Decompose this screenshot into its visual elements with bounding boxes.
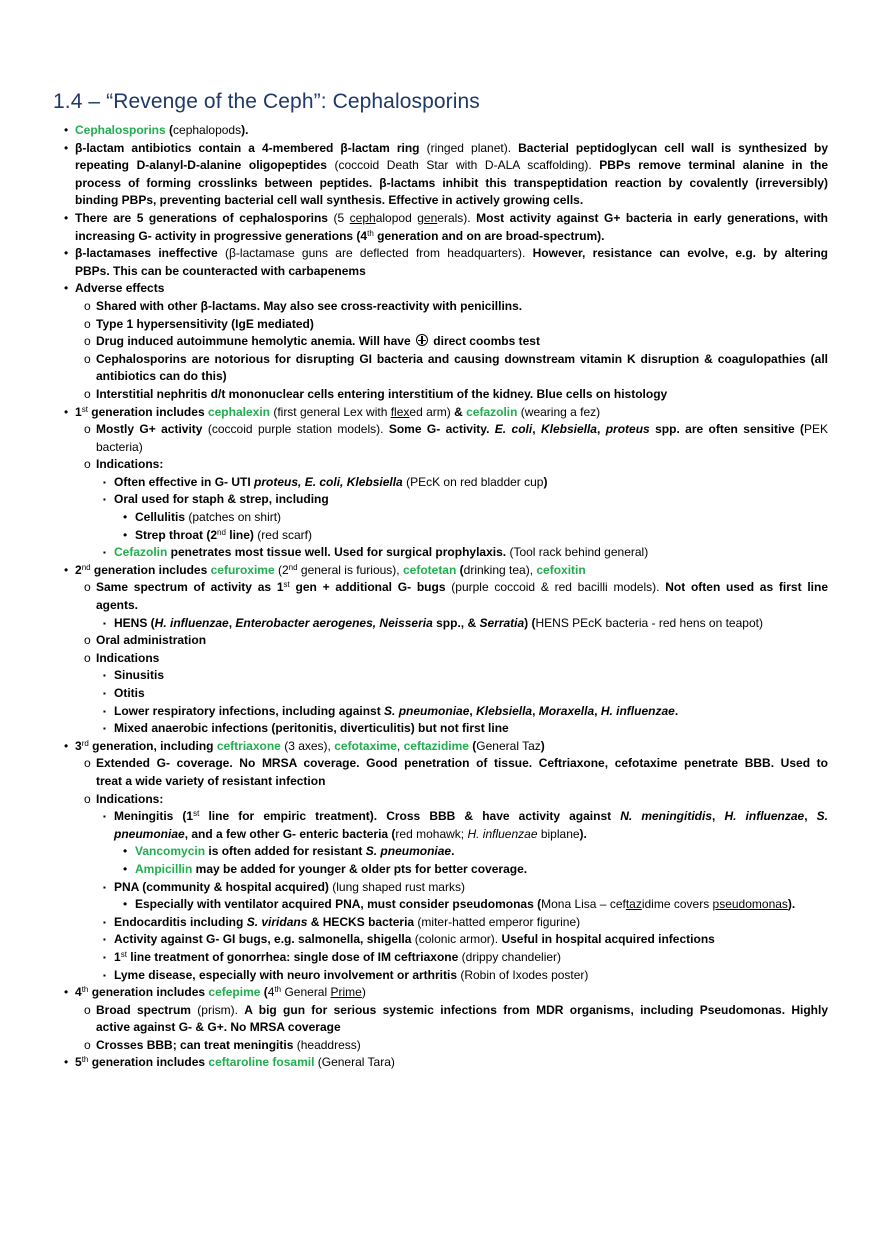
mnemonic-text: (miter-hatted emperor figurine) bbox=[414, 914, 581, 929]
body-text: Bacterial peptidoglycan cell wall is synthesized by bbox=[518, 140, 829, 155]
ordinal-suffix: th bbox=[81, 1055, 89, 1065]
body-text: Lower respiratory infections, including against bbox=[114, 703, 385, 718]
body-text: Activity against G- GI bugs, e.g. salmonella, shigella bbox=[114, 932, 412, 947]
body-text: Shared with other β-lactams. May also see cross-reactivity with penicillins. bbox=[96, 298, 523, 313]
outline-line bbox=[0, 931, 828, 949]
ordinal-suffix: st bbox=[81, 404, 88, 414]
bullet-marker: o bbox=[84, 756, 91, 771]
body-text: process of forming crosslinks between peptides. β-lactams inhibit this transpeptidation reaction by covalently (irreversibly) bbox=[75, 175, 828, 190]
body-text: generation, including bbox=[88, 738, 217, 753]
mnemonic-text: (3 axes), bbox=[280, 738, 335, 753]
organism-name: H. influenzae bbox=[154, 615, 229, 630]
outline-line bbox=[0, 650, 828, 668]
bullet-marker: o bbox=[84, 422, 91, 437]
organism-name: E. coli bbox=[494, 422, 533, 437]
organism-name: S. pneumoniae bbox=[384, 703, 470, 718]
underlined-text: taz bbox=[625, 897, 642, 912]
bullet-marker: o bbox=[84, 386, 91, 401]
outline-line bbox=[0, 1019, 828, 1037]
bullet-marker: • bbox=[123, 897, 128, 912]
body-text: HENS ( bbox=[114, 615, 155, 630]
bullet-marker: • bbox=[123, 510, 128, 525]
bullet-marker: ▪ bbox=[103, 477, 106, 487]
positive-sign-icon bbox=[416, 334, 428, 346]
bullet-marker: o bbox=[84, 457, 91, 472]
bullet-marker: • bbox=[64, 210, 69, 225]
drug-name: ceftaroline fosamil bbox=[208, 1055, 315, 1070]
drug-name: cephalexin bbox=[207, 404, 270, 419]
body-text: ) bbox=[540, 738, 545, 753]
body-text: generation includes bbox=[90, 562, 211, 577]
mnemonic-text: (wearing a fez) bbox=[517, 404, 601, 419]
outline-line bbox=[0, 914, 828, 932]
outline-line bbox=[0, 1002, 828, 1020]
outline-line bbox=[0, 861, 828, 879]
bullet-marker: • bbox=[64, 281, 69, 296]
mnemonic-text: cephalopods bbox=[173, 123, 242, 137]
body-text: ( bbox=[260, 985, 268, 1000]
bullet-marker: o bbox=[84, 351, 91, 366]
mnemonic-text: general is furious), bbox=[297, 562, 403, 577]
body-text: . bbox=[451, 844, 455, 859]
body-text: PBPs remove terminal alanine in the bbox=[599, 158, 829, 173]
body-text: Oral administration bbox=[96, 633, 207, 648]
body-text: Cellulitis bbox=[135, 510, 186, 525]
mnemonic-text: PEK bbox=[804, 422, 829, 437]
body-text: , bbox=[594, 703, 601, 718]
mnemonic-text: (2 bbox=[274, 562, 289, 577]
body-text: generation includes bbox=[87, 404, 208, 419]
body-text: Sinusitis bbox=[114, 668, 165, 683]
mnemonic-text: 4 bbox=[267, 985, 275, 1000]
body-text: is often added for resistant bbox=[205, 844, 366, 859]
bullet-marker: ▪ bbox=[103, 724, 106, 734]
body-text: However, resistance can evolve, e.g. by altering bbox=[532, 246, 828, 261]
body-text: Extended G- coverage. No MRSA coverage. Good penetration of tissue. Ceftriaxone, cefotaxime penetrate BBB. Used to bbox=[96, 756, 828, 771]
mnemonic-text: Mona Lisa – cef bbox=[541, 897, 626, 912]
body-text: There are 5 generations of cephalosporins bbox=[75, 210, 328, 225]
bullet-marker: ▪ bbox=[103, 970, 106, 980]
drug-name: cefuroxime bbox=[210, 562, 275, 577]
organism-name: Klebsiella bbox=[476, 703, 533, 718]
bullet-marker: ▪ bbox=[103, 706, 106, 716]
bullet-marker: ▪ bbox=[103, 812, 106, 822]
outline-line bbox=[0, 843, 828, 861]
bullet-marker: o bbox=[84, 650, 91, 665]
ordinal-suffix: th bbox=[367, 228, 374, 238]
organism-name: Moraxella bbox=[538, 703, 595, 718]
outline-line bbox=[0, 404, 828, 422]
outline-line bbox=[0, 122, 828, 140]
outline-line bbox=[0, 192, 828, 210]
outline-line bbox=[0, 896, 828, 914]
mnemonic-text: ) bbox=[361, 985, 366, 1000]
outline-line bbox=[0, 474, 828, 492]
mnemonic-text: (Tool rack behind general) bbox=[506, 545, 649, 560]
bullet-marker: • bbox=[123, 861, 128, 876]
bullet-marker: • bbox=[64, 246, 69, 261]
body-text: , bbox=[804, 809, 817, 824]
bullet-marker: • bbox=[64, 562, 69, 577]
underlined-text: ceph bbox=[349, 210, 376, 225]
body-text: , bbox=[532, 422, 541, 437]
bullet-marker: o bbox=[84, 580, 91, 595]
ordinal-suffix: rd bbox=[81, 738, 89, 748]
organism-name: H. influenzae bbox=[724, 809, 805, 824]
mnemonic-text: (headdress) bbox=[293, 1037, 361, 1052]
bullet-marker: • bbox=[123, 527, 128, 542]
ordinal-suffix: st bbox=[120, 949, 127, 959]
body-text: Some G- activity. bbox=[388, 422, 495, 437]
bullet-marker: ▪ bbox=[103, 495, 106, 505]
bullet-marker: • bbox=[64, 738, 69, 753]
organism-name: Enterobacter aerogenes, Neisseria bbox=[235, 615, 433, 630]
bullet-marker: o bbox=[84, 334, 91, 349]
outline-line bbox=[0, 280, 828, 298]
body-text: Adverse effects bbox=[75, 281, 165, 296]
mnemonic-text: biplane bbox=[537, 826, 580, 841]
outline-line bbox=[0, 967, 828, 985]
body-text: Otitis bbox=[114, 686, 145, 700]
outline-line bbox=[0, 667, 828, 685]
mnemonic-text: (β-lactamase guns are deflected from headquarters). bbox=[217, 246, 533, 261]
mnemonic-text: (drippy chandelier) bbox=[458, 949, 562, 964]
body-text: , bbox=[532, 703, 539, 718]
mnemonic-text: (first general Lex with bbox=[269, 404, 391, 419]
ordinal-suffix: nd bbox=[217, 527, 226, 537]
outline-line bbox=[0, 791, 828, 809]
body-text: spp., & bbox=[432, 615, 480, 630]
drug-name: Ampicillin bbox=[135, 861, 193, 876]
ordinal-suffix: nd bbox=[81, 562, 91, 572]
outline-line bbox=[0, 720, 828, 738]
bullet-marker: o bbox=[84, 316, 91, 331]
bullet-marker: • bbox=[64, 140, 69, 155]
body-text: PNA (community & hospital acquired) bbox=[114, 879, 329, 894]
outline-line bbox=[0, 456, 828, 474]
body-text: , bbox=[228, 615, 236, 630]
body-text: ). bbox=[241, 123, 249, 137]
body-text: Useful in hospital acquired infections bbox=[501, 932, 715, 947]
mnemonic-text: (red scarf) bbox=[253, 527, 312, 542]
body-text: gen + additional G- bugs bbox=[289, 580, 446, 595]
body-text: Most activity against G+ bacteria in early generations, with bbox=[476, 210, 828, 225]
bullet-marker: • bbox=[64, 985, 69, 1000]
outline-line bbox=[0, 773, 828, 791]
bullet-marker: • bbox=[123, 844, 128, 859]
body-text: β-lactam antibiotics contain a 4-membered β-lactam ring bbox=[75, 140, 420, 155]
body-text: Mixed anaerobic infections (peritonitis, diverticulitis) but not first line bbox=[114, 721, 509, 736]
mnemonic-text: (patches on shirt) bbox=[185, 510, 282, 525]
body-text: direct coombs test bbox=[429, 334, 540, 349]
body-text: Lyme disease, especially with neuro involvement or arthritis bbox=[114, 967, 458, 982]
body-text: 4 bbox=[75, 985, 82, 1000]
body-text: may be added for younger & older pts for better coverage. bbox=[192, 861, 528, 876]
outline-line bbox=[0, 755, 828, 773]
mnemonic-text: (Robin of Ixodes poster) bbox=[457, 967, 589, 982]
mnemonic-text: idime covers bbox=[641, 897, 713, 912]
outline-line bbox=[0, 826, 828, 844]
outline-line bbox=[0, 509, 828, 527]
outline-line bbox=[0, 879, 828, 897]
outline-line bbox=[0, 632, 828, 650]
mnemonic-text: (PEcK on red bladder cup bbox=[402, 474, 544, 489]
body-text: line treatment of gonorrhea: single dose of IM ceftriaxone bbox=[126, 949, 459, 964]
organism-name: S. viridans bbox=[246, 914, 308, 929]
organism-name: proteus bbox=[605, 422, 650, 437]
body-text: 1 bbox=[75, 404, 82, 419]
drug-name: cefotetan bbox=[402, 562, 457, 577]
mnemonic-text: (lung shaped rust marks) bbox=[328, 879, 465, 894]
bullet-marker: ▪ bbox=[103, 618, 106, 628]
underlined-text: flex bbox=[390, 404, 410, 419]
outline-line bbox=[0, 579, 828, 597]
outline-line bbox=[0, 685, 828, 703]
body-text: agents. bbox=[96, 598, 139, 613]
body-text: ( bbox=[456, 562, 464, 577]
mnemonic-text: (prism). bbox=[190, 1002, 245, 1017]
body-text: ) ( bbox=[524, 615, 536, 630]
mnemonic-text: (coccoid Death Star with D-ALA scaffolding). bbox=[326, 158, 600, 173]
mnemonic-text: (colonic armor). bbox=[411, 932, 502, 947]
drug-name: ceftriaxone bbox=[216, 738, 281, 753]
body-text: , and a few other G- enteric bacteria ( bbox=[184, 826, 396, 841]
organism-name: H. influenzae bbox=[600, 703, 675, 718]
body-text: PBPs. This can be counteracted with carbapenems bbox=[75, 263, 366, 278]
body-text: Same spectrum of activity as 1 bbox=[96, 580, 284, 595]
drug-name: cefoxitin bbox=[536, 562, 586, 577]
body-text: repeating D-alanyl-D-alanine oligopeptides bbox=[75, 158, 327, 173]
mnemonic-text: General Taz bbox=[476, 738, 541, 753]
body-text: ). bbox=[787, 897, 796, 912]
outline-line bbox=[0, 439, 828, 457]
body-text: , bbox=[712, 809, 725, 824]
body-text: line) bbox=[225, 527, 254, 542]
outline-line bbox=[0, 140, 828, 158]
body-text: Oral used for staph & strep, including bbox=[114, 492, 329, 507]
drug-name: Cefazolin bbox=[114, 545, 168, 560]
organism-name: N. meningitidis bbox=[620, 809, 712, 824]
mnemonic-text: (coccoid purple station models). bbox=[202, 422, 389, 437]
body-text: binding PBPs, preventing bacterial cell wall synthesis. Effective in actively growing cells. bbox=[75, 193, 584, 208]
body-text: Mostly G+ activity bbox=[96, 422, 203, 437]
outline-line bbox=[0, 245, 828, 263]
body-text: ) bbox=[543, 474, 548, 489]
bullet-marker: • bbox=[64, 123, 69, 137]
outline-list bbox=[0, 122, 880, 1072]
bullet-marker: ▪ bbox=[103, 935, 106, 945]
outline-line bbox=[0, 491, 828, 509]
outline-line bbox=[0, 1054, 828, 1072]
body-text: 5 bbox=[75, 1055, 82, 1070]
mnemonic-text: alopod bbox=[375, 210, 418, 225]
underlined-text: gen bbox=[417, 210, 438, 225]
body-text: active against G- & G+. No MRSA coverage bbox=[96, 1020, 341, 1035]
outline-line bbox=[0, 228, 828, 246]
ordinal-suffix: th bbox=[274, 985, 282, 995]
body-text: spp. are often sensitive ( bbox=[649, 422, 805, 437]
outline-line bbox=[0, 333, 828, 351]
drug-name: cefepime bbox=[208, 985, 261, 1000]
outline-line bbox=[0, 386, 828, 404]
underlined-text: Prime bbox=[330, 985, 362, 1000]
body-text: Not often used as first line bbox=[665, 580, 828, 595]
bullet-marker: o bbox=[84, 1002, 91, 1017]
drug-name: ceftazidime bbox=[403, 738, 469, 753]
page-title: 1.4 – “Revenge of the Ceph”: Cephalosporins bbox=[53, 90, 480, 113]
bullet-marker: • bbox=[64, 1055, 69, 1070]
body-text: generation includes bbox=[88, 985, 209, 1000]
outline-line bbox=[0, 368, 828, 386]
ordinal-suffix: st bbox=[283, 580, 290, 590]
mnemonic-text: red mohawk; bbox=[395, 826, 468, 841]
organism-name: pneumoniae bbox=[114, 826, 185, 841]
body-text: Indications: bbox=[96, 457, 164, 472]
bullet-marker: ▪ bbox=[103, 952, 106, 962]
bullet-marker: o bbox=[84, 633, 91, 648]
bullet-marker: ▪ bbox=[103, 548, 106, 558]
bullet-marker: o bbox=[84, 791, 91, 806]
mnemonic-text: General bbox=[281, 985, 331, 1000]
outline-line bbox=[0, 421, 828, 439]
body-text: & HECKS bacteria bbox=[307, 914, 415, 929]
ordinal-suffix: th bbox=[81, 985, 89, 995]
body-text: generation includes bbox=[88, 1055, 209, 1070]
body-text: Meningitis (1 bbox=[114, 809, 194, 824]
body-text: Broad spectrum bbox=[96, 1002, 191, 1017]
outline-line bbox=[0, 351, 828, 369]
ordinal-suffix: st bbox=[193, 809, 200, 819]
body-text: ( bbox=[468, 738, 477, 753]
organism-name: S. pneumoniae bbox=[365, 844, 452, 859]
outline-line bbox=[0, 703, 828, 721]
organism-name: H. influenzae bbox=[467, 826, 538, 841]
outline-line bbox=[0, 210, 828, 228]
outline-line bbox=[0, 263, 828, 281]
outline-line bbox=[0, 562, 828, 580]
mnemonic-text: (purple coccoid & red bacilli models). bbox=[445, 580, 666, 595]
body-text: Type 1 hypersensitivity (IgE mediated) bbox=[96, 316, 314, 331]
mnemonic-text: bacteria) bbox=[96, 439, 143, 454]
body-text: Drug induced autoimmune hemolytic anemia. Will have bbox=[96, 334, 414, 349]
body-text: , bbox=[596, 422, 606, 437]
body-text: 3 bbox=[75, 738, 82, 753]
outline-line bbox=[0, 949, 828, 967]
body-text: 2 bbox=[75, 562, 82, 577]
mnemonic-text: (General Tara) bbox=[314, 1055, 395, 1070]
bullet-marker: o bbox=[84, 298, 91, 313]
drug-name: cefazolin bbox=[466, 404, 518, 419]
bullet-marker: • bbox=[64, 404, 69, 419]
mnemonic-text: , bbox=[396, 738, 404, 753]
body-text: Endocarditis including bbox=[114, 914, 247, 929]
body-text: ( bbox=[165, 123, 174, 137]
body-text: Indications: bbox=[96, 791, 164, 806]
outline-line bbox=[0, 808, 828, 826]
drug-name: Vancomycin bbox=[135, 844, 206, 859]
outline-line bbox=[0, 597, 828, 615]
body-text: A big gun for serious systemic infections from MDR organisms, including Pseudomonas. Highly bbox=[244, 1002, 829, 1017]
body-text: increasing G- activity in progressive generations (4 bbox=[75, 228, 368, 243]
mnemonic-text: (5 bbox=[327, 210, 350, 225]
body-text: antibiotics can do this) bbox=[96, 369, 227, 384]
outline-line bbox=[0, 527, 828, 545]
body-text: line for empiric treatment). Cross BBB & have activity against bbox=[199, 809, 621, 824]
body-text: treat a wide variety of resistant infection bbox=[96, 773, 326, 788]
mnemonic-text: ed arm) bbox=[409, 404, 455, 419]
bullet-marker: o bbox=[84, 1037, 91, 1052]
outline-line bbox=[0, 738, 828, 756]
outline-line bbox=[0, 316, 828, 334]
organism-name: proteus, E. coli, Klebsiella bbox=[254, 474, 403, 489]
organism-name: Klebsiella bbox=[540, 422, 597, 437]
body-text: Especially with ventilator acquired PNA, must consider pseudomonas ( bbox=[135, 897, 542, 912]
outline-line bbox=[0, 298, 828, 316]
body-text: & bbox=[454, 404, 463, 419]
mnemonic-text: (ringed planet). bbox=[419, 140, 519, 155]
bullet-marker: ▪ bbox=[103, 671, 106, 681]
body-text: Interstitial nephritis d/t mononuclear cells entering interstitium of the kidney. Blue cells on histology bbox=[96, 386, 668, 401]
body-text: Cephalosporins are notorious for disrupting GI bacteria and causing downstream vitamin K disruption & coagulopathies (all bbox=[96, 351, 828, 366]
outline-line bbox=[0, 175, 828, 193]
body-text: Strep throat (2 bbox=[135, 527, 218, 542]
ordinal-suffix: nd bbox=[288, 562, 298, 572]
body-text: , bbox=[469, 703, 477, 718]
body-text: ). bbox=[579, 826, 587, 841]
body-text: . bbox=[674, 703, 679, 718]
organism-name: S. bbox=[816, 809, 828, 824]
drug-name: cefotaxime bbox=[334, 738, 397, 753]
body-text: β-lactamases ineffective bbox=[75, 246, 218, 261]
body-text: Often effective in G- UTI bbox=[114, 474, 255, 489]
outline-line bbox=[0, 615, 828, 633]
body-text: Indications bbox=[96, 650, 160, 665]
organism-name: Serratia bbox=[479, 615, 525, 630]
outline-line bbox=[0, 984, 828, 1002]
bullet-marker: ▪ bbox=[103, 917, 106, 927]
body-text: 1 bbox=[114, 949, 121, 964]
body-text: generation and on are broad-spectrum). bbox=[373, 228, 605, 243]
outline-line bbox=[0, 544, 828, 562]
mnemonic-text: erals). bbox=[437, 210, 477, 225]
outline-line bbox=[0, 157, 828, 175]
drug-name: Cephalosporins bbox=[75, 123, 166, 137]
mnemonic-text: drinking tea), bbox=[463, 562, 537, 577]
mnemonic-text: HENS PEcK bacteria - red hens on teapot) bbox=[535, 615, 763, 630]
underlined-text: pseudomonas bbox=[712, 897, 788, 912]
bullet-marker: ▪ bbox=[103, 882, 106, 892]
bullet-marker: ▪ bbox=[103, 689, 106, 698]
body-text: Crosses BBB; can treat meningitis bbox=[96, 1037, 294, 1052]
outline-line bbox=[0, 1037, 828, 1055]
body-text: penetrates most tissue well. Used for surgical prophylaxis. bbox=[167, 545, 507, 560]
